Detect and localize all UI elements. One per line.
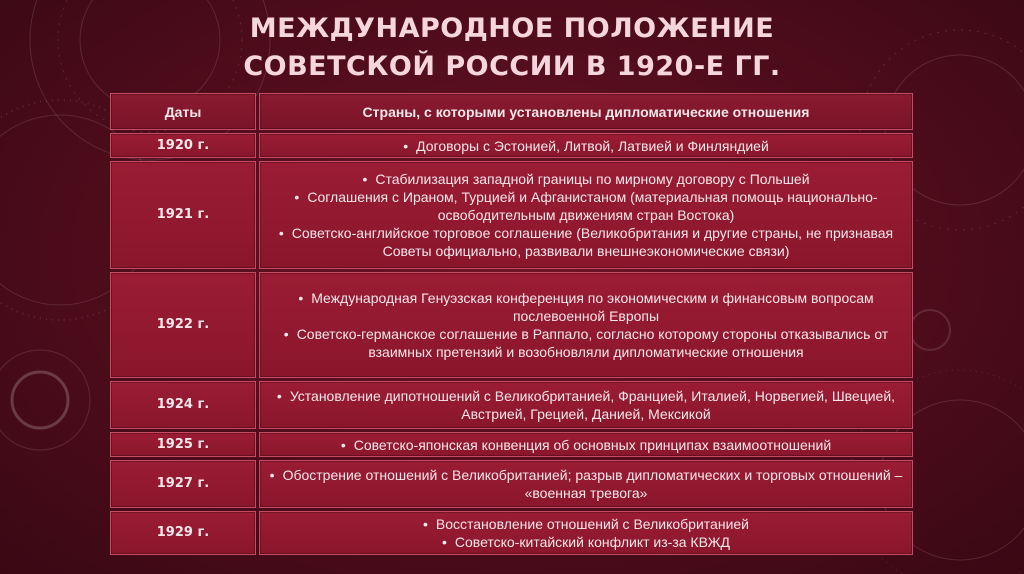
table-row bbox=[110, 511, 913, 555]
bullet: • bbox=[362, 171, 368, 187]
row-year: 1924 г. bbox=[110, 381, 256, 429]
row-year: 1929 г. bbox=[110, 511, 256, 555]
table-header-row bbox=[110, 93, 913, 130]
table-row bbox=[110, 272, 913, 378]
list-item: • Соглашения с Ираном, Турцией и Афганистаном (материальная помощь национально-освободительным движениям стран Востока) bbox=[294, 189, 878, 223]
list-item: • Советско-китайский конфликт из-за КВЖД bbox=[441, 534, 731, 550]
row-year: 1925 г. bbox=[110, 432, 256, 457]
table-row bbox=[110, 432, 913, 457]
title-line-2: СОВЕТСКОЙ РОССИИ В 1920-Е ГГ. bbox=[243, 51, 781, 82]
header-countries: Страны, с которыми установлены дипломатические отношения bbox=[259, 93, 913, 130]
row-content bbox=[259, 381, 913, 429]
bullet: • bbox=[298, 290, 304, 306]
header-dates: Даты bbox=[110, 93, 256, 130]
row-year: 1920 г. bbox=[110, 133, 256, 158]
relations-table bbox=[110, 93, 913, 558]
bullet: • bbox=[441, 534, 447, 550]
row-year: 1927 г. bbox=[110, 460, 256, 508]
bullet: • bbox=[269, 467, 275, 483]
bullet: • bbox=[294, 189, 300, 205]
list-item: • Восстановление отношений с Великобританией bbox=[422, 516, 749, 532]
table-row bbox=[110, 161, 913, 269]
bullet: • bbox=[422, 516, 428, 532]
table-row bbox=[110, 381, 913, 429]
list-item: • Советско-японская конвенция об основных принципах взаимоотношений bbox=[340, 436, 832, 453]
list-item: • Советско-германское соглашение в Раппало, согласно которому стороны отказывались от взаимных претензий и возобновляли дипломатические отношения bbox=[283, 326, 889, 360]
list-item: • Советско-английское торговое соглашение (Великобритания и другие страны, не признавая Советы официально, развивали внешнеэкономические связи) bbox=[278, 225, 894, 259]
row-content bbox=[259, 511, 913, 555]
list-item: • Договоры с Эстонией, Литвой, Латвией и Финляндией bbox=[403, 137, 769, 154]
title-line-1: МЕЖДУНАРОДНОЕ ПОЛОЖЕНИЕ bbox=[249, 13, 775, 44]
list-item: • Обострение отношений с Великобританией; разрыв дипломатических и торговых отношений – «военная тревога» bbox=[269, 467, 903, 501]
table-row bbox=[110, 133, 913, 158]
list-item: • Стабилизация западной границы по мирному договору с Польшей bbox=[362, 171, 810, 187]
slide-title bbox=[0, 10, 1024, 86]
row-content bbox=[259, 460, 913, 508]
list-item: • Установление дипотношений с Великобританией, Францией, Италией, Норвегией, Швецией, Австрией, Грецией, Данией, Мексикой bbox=[276, 388, 896, 422]
table-row bbox=[110, 460, 913, 508]
row-content bbox=[259, 161, 913, 269]
bullet: • bbox=[403, 137, 409, 154]
bullet: • bbox=[340, 436, 346, 453]
row-content bbox=[259, 432, 913, 457]
row-year: 1922 г. bbox=[110, 272, 256, 378]
row-year: 1921 г. bbox=[110, 161, 256, 269]
row-content bbox=[259, 272, 913, 378]
bullet: • bbox=[283, 326, 289, 342]
row-content bbox=[259, 133, 913, 158]
bullet: • bbox=[278, 225, 284, 241]
bullet: • bbox=[276, 388, 282, 404]
list-item: • Международная Генуэзская конференция по экономическим и финансовым вопросам послевоенной Европы bbox=[298, 290, 874, 324]
